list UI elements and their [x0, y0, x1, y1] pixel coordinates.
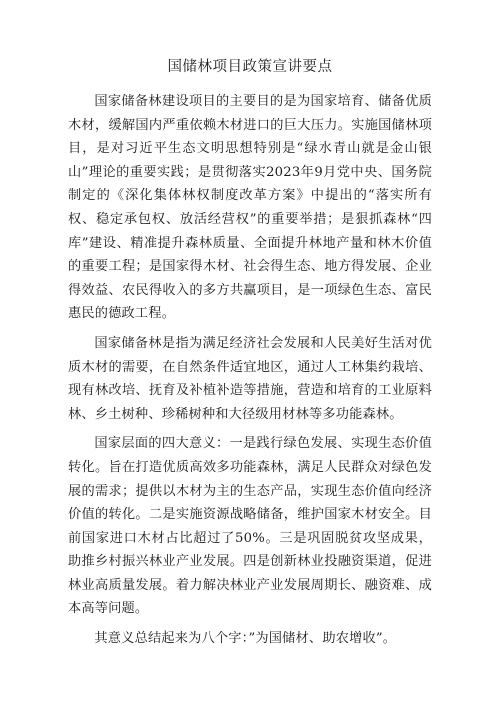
document-title: 国储林项目政策宣讲要点 [167, 59, 333, 75]
paragraph-definition: 国家储备林是指为满足经济社会发展和人民美好生活对优质木材的需要，在自然条件适宜地区，通过人工林集约栽培、现有林改培、抚育及补植补造等措施，营造和培育的工业原料林、乡土树种、珍稀树种和大径级用材林等多功能森林。 [68, 335, 432, 422]
paragraph-summary: 其意义总结起来为八个字：”为国储材、助农增收”。 [94, 631, 397, 647]
paragraph-purpose: 国家储备林建设项目的主要目的是为国家培育、储备优质木材，缓解国内严重依赖木材进口的巨大压力。实施国储林项目，是对习近平生态文明思想特别是“绿水青山就是金山银山”理论的重要实践；是贯彻落实2023年9月党中央、国务院制定的《深化集体林权制度改革方案》中提出的“落实所有权、稳定承包权、放活经营权”的重要举措；是狠抓森林“四库”建设、精准提升森林质量、全面提升林地产量和林木价值的重要工程；是国家得木材、社会得生态、地方得发展、企业得效益、农民得收入的多方共赢项目，是一项绿色生态、富民惠民的德政工程。 [68, 94, 432, 322]
paragraph-significance: 国家层面的四大意义：一是践行绿色发展、实现生态价值转化。旨在打造优质高效多功能森林，满足人民群众对绿色发展的需求；提供以木材为主的生态产品，实现生态价值向经济价值的转化。二是实施资源战略储备，维护国家木材安全。目前国家进口木材占比超过了50%。三是巩固脱贫攻坚成果，助推乡村振兴林业产业发展。四是创新林业投融资渠道，促进林业高质量发展。着力解决林业产业发展周期长、融资难、成本高等问题。 [68, 436, 432, 617]
